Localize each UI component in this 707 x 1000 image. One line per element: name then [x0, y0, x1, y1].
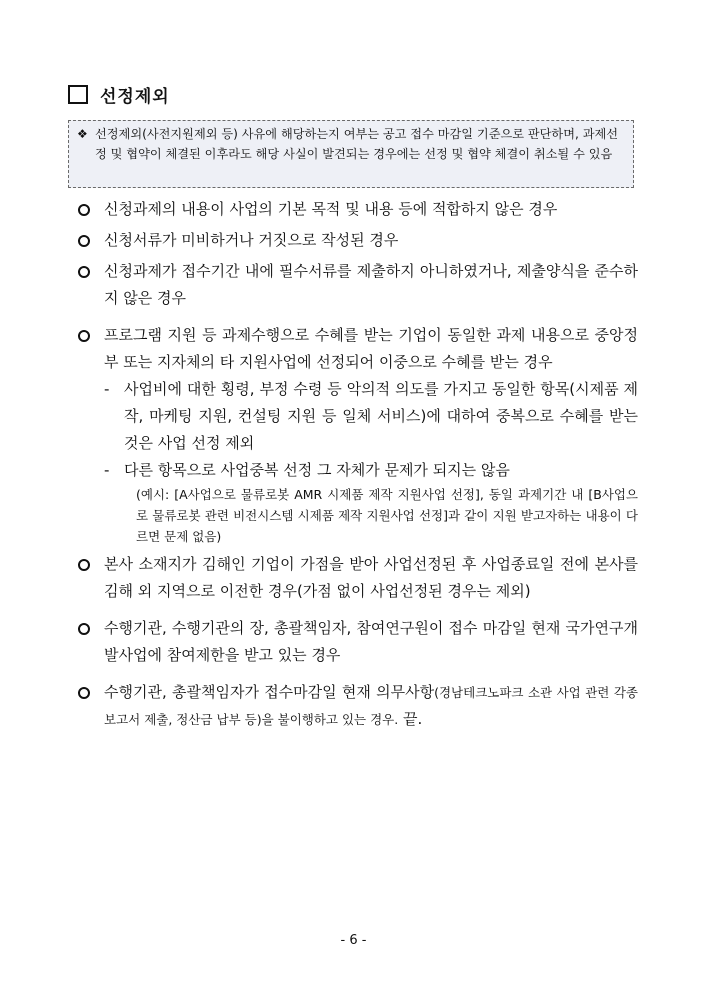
- circle-bullet-icon: [78, 559, 90, 571]
- checkbox-icon: [68, 85, 88, 104]
- circle-bullet-icon: [78, 623, 90, 635]
- list-item: [78, 615, 638, 669]
- circle-bullet-icon: [78, 266, 90, 278]
- list-item-text: 본사 소재지가 김해인 기업이 가점을 받아 사업선정된 후 사업종료일 전에 본사를 김해 외 지역으로 이전한 경우(가점 없이 사업선정된 경우는 제외): [104, 555, 638, 600]
- list-item: [78, 227, 638, 254]
- page-number: - 6 -: [340, 933, 367, 948]
- list-item: [78, 258, 638, 312]
- notice-box: [68, 120, 634, 188]
- exclusion-list: [78, 196, 638, 737]
- list-item-text: 신청과제가 접수기간 내에 필수서류를 제출하지 아니하였거나, 제출양식을 준수하지 않은 경우: [104, 262, 638, 307]
- list-item-small-text: (경남테크노파크 소관 사업 관련 각종 보고서 제출, 정산금 납부 등)을 불이행하고 있는 경우.: [104, 685, 638, 727]
- list-item-text: 신청과제의 내용이 사업의 기본 목적 및 내용 등에 적합하지 않은 경우: [104, 200, 558, 218]
- circle-bullet-icon: [78, 235, 90, 247]
- notice-text: 선정제외(사전지원제외 등) 사유에 해당하는지 여부는 공고 접수 마감일 기준으로 판단하며, 과제선정 및 협약이 체결된 이후라도 해당 사실이 발견되는 경우에는 선정 및 협약 체결이 취소될 수 있음: [95, 127, 619, 161]
- circle-bullet-icon: [78, 204, 90, 216]
- sub-item-text: 다른 항목으로 사업중복 선정 그 자체가 문제가 되지는 않음: [124, 461, 510, 479]
- list-item: [78, 322, 638, 547]
- list-item-text: 프로그램 지원 등 과제수행으로 수혜를 받는 기업이 동일한 과제 내용으로 중앙정부 또는 지자체의 타 지원사업에 선정되어 이중으로 수혜를 받는 경우: [104, 326, 638, 371]
- sub-item-text: 사업비에 대한 횡령, 부정 수령 등 악의적 의도를 가지고 동일한 항목(시제품 제작, 마케팅 지원, 컨설팅 지원 등 일체 서비스)에 대하여 중복으로 수혜를 받는 것은 사업 선정 제외: [124, 380, 638, 452]
- circle-bullet-icon: [78, 330, 90, 342]
- list-item-text: 수행기관, 수행기관의 장, 총괄책임자, 참여연구원이 접수 마감일 현재 국가연구개발사업에 참여제한을 받고 있는 경우: [104, 619, 638, 664]
- dash-bullet: -: [104, 461, 110, 479]
- example-note: (예시: [A사업으로 물류로봇 AMR 시제품 제작 지원사업 선정], 동일 과제기간 내 [B사업으로 물류로봇 관련 비전시스템 시제품 제작 지원사업 선정]과 같이 지원 받고자하는 내용이 다르면 문제 없음): [136, 487, 638, 544]
- sub-item: [96, 457, 638, 484]
- list-item-text: 수행기관, 총괄책임자가 접수마감일 현재 의무사항: [104, 683, 435, 701]
- circle-bullet-icon: [78, 687, 90, 699]
- list-item: [78, 551, 638, 605]
- section-title: [68, 82, 170, 107]
- list-item: [78, 679, 638, 733]
- section-title-text: 선정제외: [100, 87, 170, 107]
- diamond-bullet-icon: ❖: [77, 127, 88, 141]
- list-item: [78, 196, 638, 223]
- dash-bullet: -: [104, 380, 110, 398]
- end-mark: 끝.: [403, 710, 423, 728]
- list-item-text: 신청서류가 미비하거나 거짓으로 작성된 경우: [104, 231, 399, 249]
- sub-item: [96, 376, 638, 457]
